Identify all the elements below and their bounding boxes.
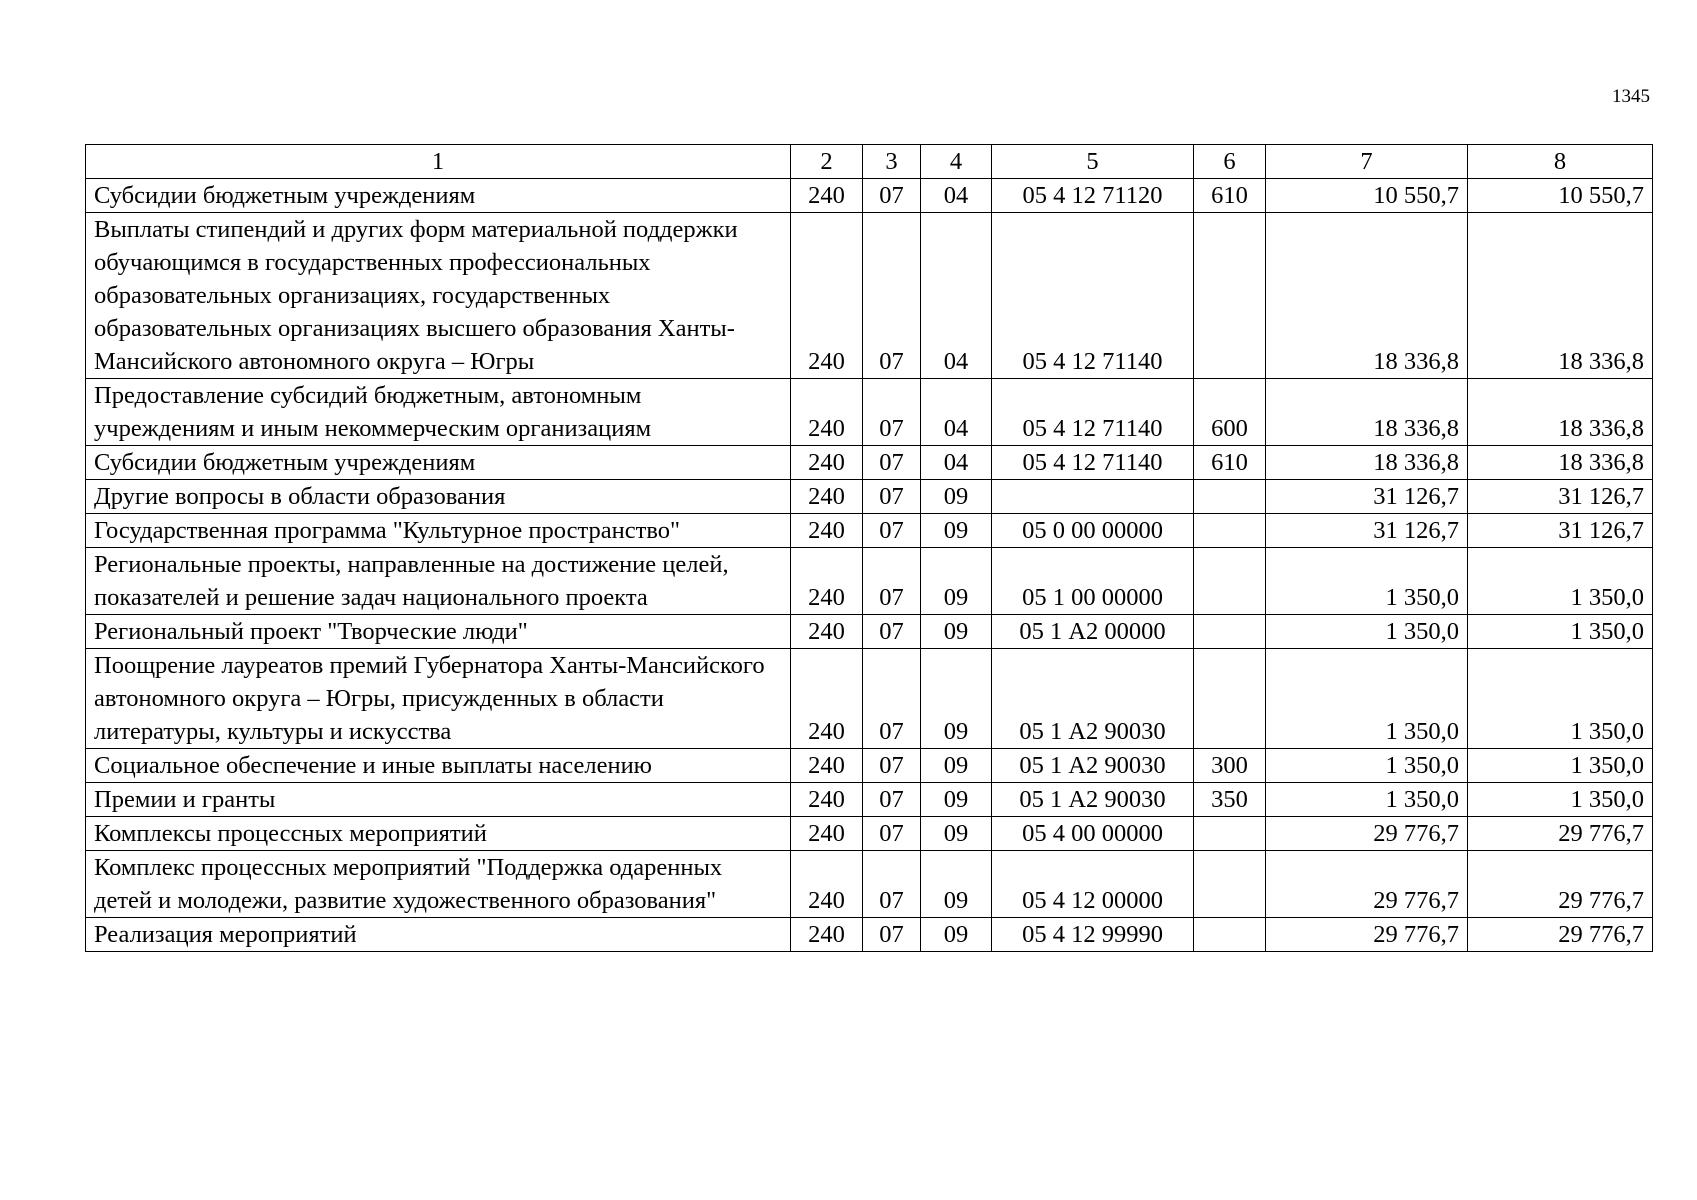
row-name: Другие вопросы в области образования [86,480,791,514]
cell-amount-8: 10 550,7 [1468,179,1653,213]
cell-amount-7: 29 776,7 [1266,817,1468,851]
cell-section: 07 [863,548,921,615]
table-body [86,179,1653,952]
cell-admin-code: 240 [791,851,863,918]
cell-expense-type [1194,918,1266,952]
row-name: Социальное обеспечение и иные выплаты населению [86,749,791,783]
cell-amount-7: 1 350,0 [1266,548,1468,615]
cell-target-article: 05 4 12 71120 [992,179,1194,213]
cell-expense-type: 350 [1194,783,1266,817]
cell-expense-type [1194,615,1266,649]
cell-expense-type [1194,514,1266,548]
cell-subsection: 09 [921,649,992,749]
column-header: 7 [1266,145,1468,179]
cell-section: 07 [863,649,921,749]
cell-amount-8: 1 350,0 [1468,783,1653,817]
cell-target-article: 05 4 12 99990 [992,918,1194,952]
cell-amount-7: 1 350,0 [1266,649,1468,749]
cell-expense-type: 300 [1194,749,1266,783]
cell-subsection: 04 [921,213,992,379]
row-name: Комплекс процессных мероприятий "Поддержка одаренных детей и молодежи, развитие художественного образования" [86,851,791,918]
cell-amount-7: 18 336,8 [1266,446,1468,480]
table-row [86,379,1653,446]
cell-expense-type [1194,213,1266,379]
cell-admin-code: 240 [791,514,863,548]
table-row [86,548,1653,615]
cell-section: 07 [863,514,921,548]
cell-amount-8: 31 126,7 [1468,514,1653,548]
cell-section: 07 [863,615,921,649]
cell-target-article: 05 4 12 71140 [992,213,1194,379]
cell-expense-type [1194,480,1266,514]
cell-section: 07 [863,783,921,817]
table-row [86,179,1653,213]
row-name: Выплаты стипендий и других форм материальной поддержки обучающимся в государственных профессиональных образовательных организациях, государственных образовательных организациях высшего образования Ханты-Мансийского автономного округа – Югры [86,213,791,379]
table-row [86,213,1653,379]
cell-subsection: 09 [921,918,992,952]
table-row [86,783,1653,817]
cell-subsection: 09 [921,548,992,615]
column-header: 4 [921,145,992,179]
cell-admin-code: 240 [791,480,863,514]
cell-section: 07 [863,213,921,379]
cell-admin-code: 240 [791,446,863,480]
cell-subsection: 09 [921,480,992,514]
cell-target-article [992,480,1194,514]
column-header: 3 [863,145,921,179]
cell-admin-code: 240 [791,817,863,851]
cell-target-article: 05 4 12 71140 [992,379,1194,446]
cell-expense-type [1194,817,1266,851]
row-name: Предоставление субсидий бюджетным, автономным учреждениям и иным некоммерческим организациям [86,379,791,446]
cell-amount-8: 18 336,8 [1468,213,1653,379]
cell-section: 07 [863,817,921,851]
row-name: Поощрение лауреатов премий Губернатора Ханты-Мансийского автономного округа – Югры, присужденных в области литературы, культуры и искусства [86,649,791,749]
cell-subsection: 09 [921,749,992,783]
cell-amount-8: 1 350,0 [1468,749,1653,783]
cell-amount-8: 29 776,7 [1468,817,1653,851]
cell-amount-7: 31 126,7 [1266,514,1468,548]
column-header: 2 [791,145,863,179]
cell-admin-code: 240 [791,749,863,783]
row-name: Реализация мероприятий [86,918,791,952]
cell-subsection: 04 [921,379,992,446]
column-header: 5 [992,145,1194,179]
cell-amount-7: 18 336,8 [1266,379,1468,446]
column-header: 8 [1468,145,1653,179]
cell-section: 07 [863,749,921,783]
cell-section: 07 [863,379,921,446]
cell-subsection: 09 [921,851,992,918]
cell-amount-8: 29 776,7 [1468,851,1653,918]
table-row [86,514,1653,548]
row-name: Субсидии бюджетным учреждениям [86,179,791,213]
cell-subsection: 09 [921,783,992,817]
cell-amount-8: 1 350,0 [1468,649,1653,749]
cell-admin-code: 240 [791,649,863,749]
cell-target-article: 05 1 00 00000 [992,548,1194,615]
table-row [86,817,1653,851]
cell-subsection: 09 [921,615,992,649]
cell-expense-type: 600 [1194,379,1266,446]
cell-expense-type [1194,649,1266,749]
cell-target-article: 05 1 А2 90030 [992,649,1194,749]
cell-section: 07 [863,480,921,514]
cell-amount-7: 1 350,0 [1266,749,1468,783]
cell-amount-8: 1 350,0 [1468,615,1653,649]
column-header: 1 [86,145,791,179]
table-row [86,918,1653,952]
cell-amount-8: 29 776,7 [1468,918,1653,952]
cell-subsection: 09 [921,817,992,851]
cell-section: 07 [863,918,921,952]
cell-target-article: 05 4 12 00000 [992,851,1194,918]
cell-amount-8: 18 336,8 [1468,446,1653,480]
cell-admin-code: 240 [791,179,863,213]
table-row [86,649,1653,749]
cell-target-article: 05 1 А2 00000 [992,615,1194,649]
cell-section: 07 [863,179,921,213]
cell-admin-code: 240 [791,918,863,952]
table-row [86,480,1653,514]
row-name: Премии и гранты [86,783,791,817]
cell-section: 07 [863,446,921,480]
table-row [86,615,1653,649]
row-name: Государственная программа "Культурное пространство" [86,514,791,548]
cell-target-article: 05 1 А2 90030 [992,749,1194,783]
cell-expense-type: 610 [1194,446,1266,480]
column-header: 6 [1194,145,1266,179]
cell-target-article: 05 4 00 00000 [992,817,1194,851]
cell-target-article: 05 4 12 71140 [992,446,1194,480]
cell-amount-7: 10 550,7 [1266,179,1468,213]
cell-target-article: 05 0 00 00000 [992,514,1194,548]
table-header-row [86,145,1653,179]
cell-expense-type [1194,548,1266,615]
table-row [86,749,1653,783]
cell-admin-code: 240 [791,783,863,817]
cell-amount-7: 31 126,7 [1266,480,1468,514]
cell-subsection: 04 [921,179,992,213]
page-number: 1345 [1612,86,1650,107]
table-row [86,851,1653,918]
row-name: Региональный проект "Творческие люди" [86,615,791,649]
cell-amount-7: 1 350,0 [1266,783,1468,817]
cell-admin-code: 240 [791,213,863,379]
cell-expense-type: 610 [1194,179,1266,213]
budget-table [85,144,1653,952]
cell-expense-type [1194,851,1266,918]
cell-subsection: 04 [921,446,992,480]
cell-amount-7: 1 350,0 [1266,615,1468,649]
row-name: Субсидии бюджетным учреждениям [86,446,791,480]
cell-amount-8: 18 336,8 [1468,379,1653,446]
cell-admin-code: 240 [791,548,863,615]
cell-amount-7: 29 776,7 [1266,918,1468,952]
cell-amount-7: 18 336,8 [1266,213,1468,379]
row-name: Комплексы процессных мероприятий [86,817,791,851]
cell-amount-8: 31 126,7 [1468,480,1653,514]
cell-subsection: 09 [921,514,992,548]
table-row [86,446,1653,480]
cell-admin-code: 240 [791,615,863,649]
cell-amount-8: 1 350,0 [1468,548,1653,615]
cell-admin-code: 240 [791,379,863,446]
cell-amount-7: 29 776,7 [1266,851,1468,918]
row-name: Региональные проекты, направленные на достижение целей, показателей и решение задач национального проекта [86,548,791,615]
cell-section: 07 [863,851,921,918]
cell-target-article: 05 1 А2 90030 [992,783,1194,817]
